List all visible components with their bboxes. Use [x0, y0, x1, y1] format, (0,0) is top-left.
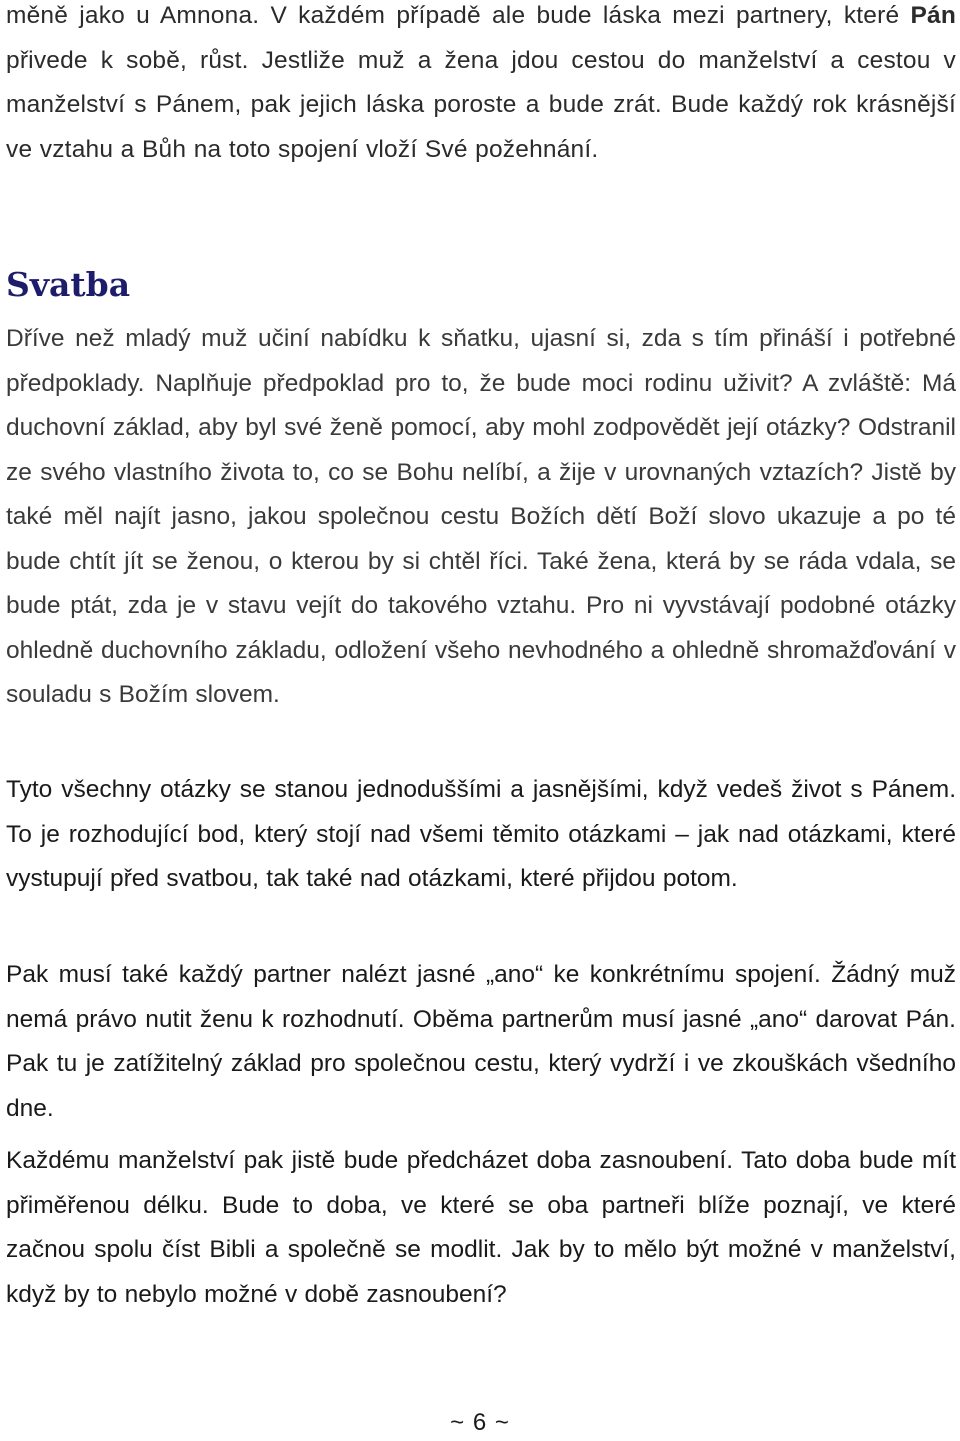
paragraph-3-block	[6, 953, 956, 1131]
intro-text-part1: měně jako u Amnona. V každém případě ale bude láska mezi partnery, které	[6, 2, 911, 29]
paragraph-2-block	[6, 768, 956, 902]
paragraph-1-block	[6, 317, 956, 718]
page-number: ~ 6 ~	[450, 1409, 510, 1436]
section-heading: Svatba	[6, 265, 131, 304]
paragraph-4-block	[6, 1139, 956, 1317]
intro-paragraph	[6, 0, 956, 172]
body-paragraph: Každému manželství pak jistě bude předcházet doba zasnoubení. Tato doba bude mít přiměřenou délku. Bude to doba, ve které se oba partneři blíže poznají, ve které začnou spolu číst Bibli a společně se modlit. Jak by to mělo být možné v manželství, když by to nebylo možné v době zasnoubení?	[6, 1147, 956, 1308]
body-paragraph: Pak musí také každý partner nalézt jasné „ano“ ke konkrétnímu spojení. Žádný muž nemá právo nutit ženu k rozhodnutí. Oběma partnerům musí jasné „ano“ darovat Pán. Pak tu je zatížitelný základ pro společnou cestu, který vydrží i ve zkouškách všedního dne.	[6, 961, 956, 1122]
body-paragraph: Dříve než mladý muž učiní nabídku k sňatku, ujasní si, zda s tím přináší i potřebné předpoklady. Naplňuje předpoklad pro to, že bude moci rodinu uživit? A zvláště: Má duchovní základ, aby byl své ženě pomocí, aby mohl zodpovědět její otázky? Odstranil ze svého vlastního života to, co se Bohu nelíbí, a žije v urovnaných vztazích? Jistě by také měl najít jasno, jakou společnou cestu Božích dětí Boží slovo ukazuje a po té bude chtít jít se ženou, o kterou by si chtěl říci. Také žena, která by se ráda vdala, se bude ptát, zda je v stavu vejít do takového vztahu. Pro ni vyvstávají podobné otázky ohledně duchovního základu, odložení všeho nevhodného a ohledně shromažďování v souladu s Božím slovem.	[6, 325, 956, 708]
intro-bold-word: Pán	[910, 2, 956, 29]
intro-text-part2: přivede k sobě, růst. Jestliže muž a žena jdou cestou do manželství a cestou v manželství s Pánem, pak jejich láska poroste a bude zrát. Bude každý rok krásnější ve vztahu a Bůh na toto spojení vloží Své požehnání.	[6, 46, 956, 163]
body-paragraph: Tyto všechny otázky se stanou jednoduššími a jasnějšími, když vedeš život s Pánem. To je rozhodující bod, který stojí nad všemi těmito otázkami – jak nad otázkami, které vystupují před svatbou, tak také nad otázkami, které přijdou potom.	[6, 776, 956, 892]
